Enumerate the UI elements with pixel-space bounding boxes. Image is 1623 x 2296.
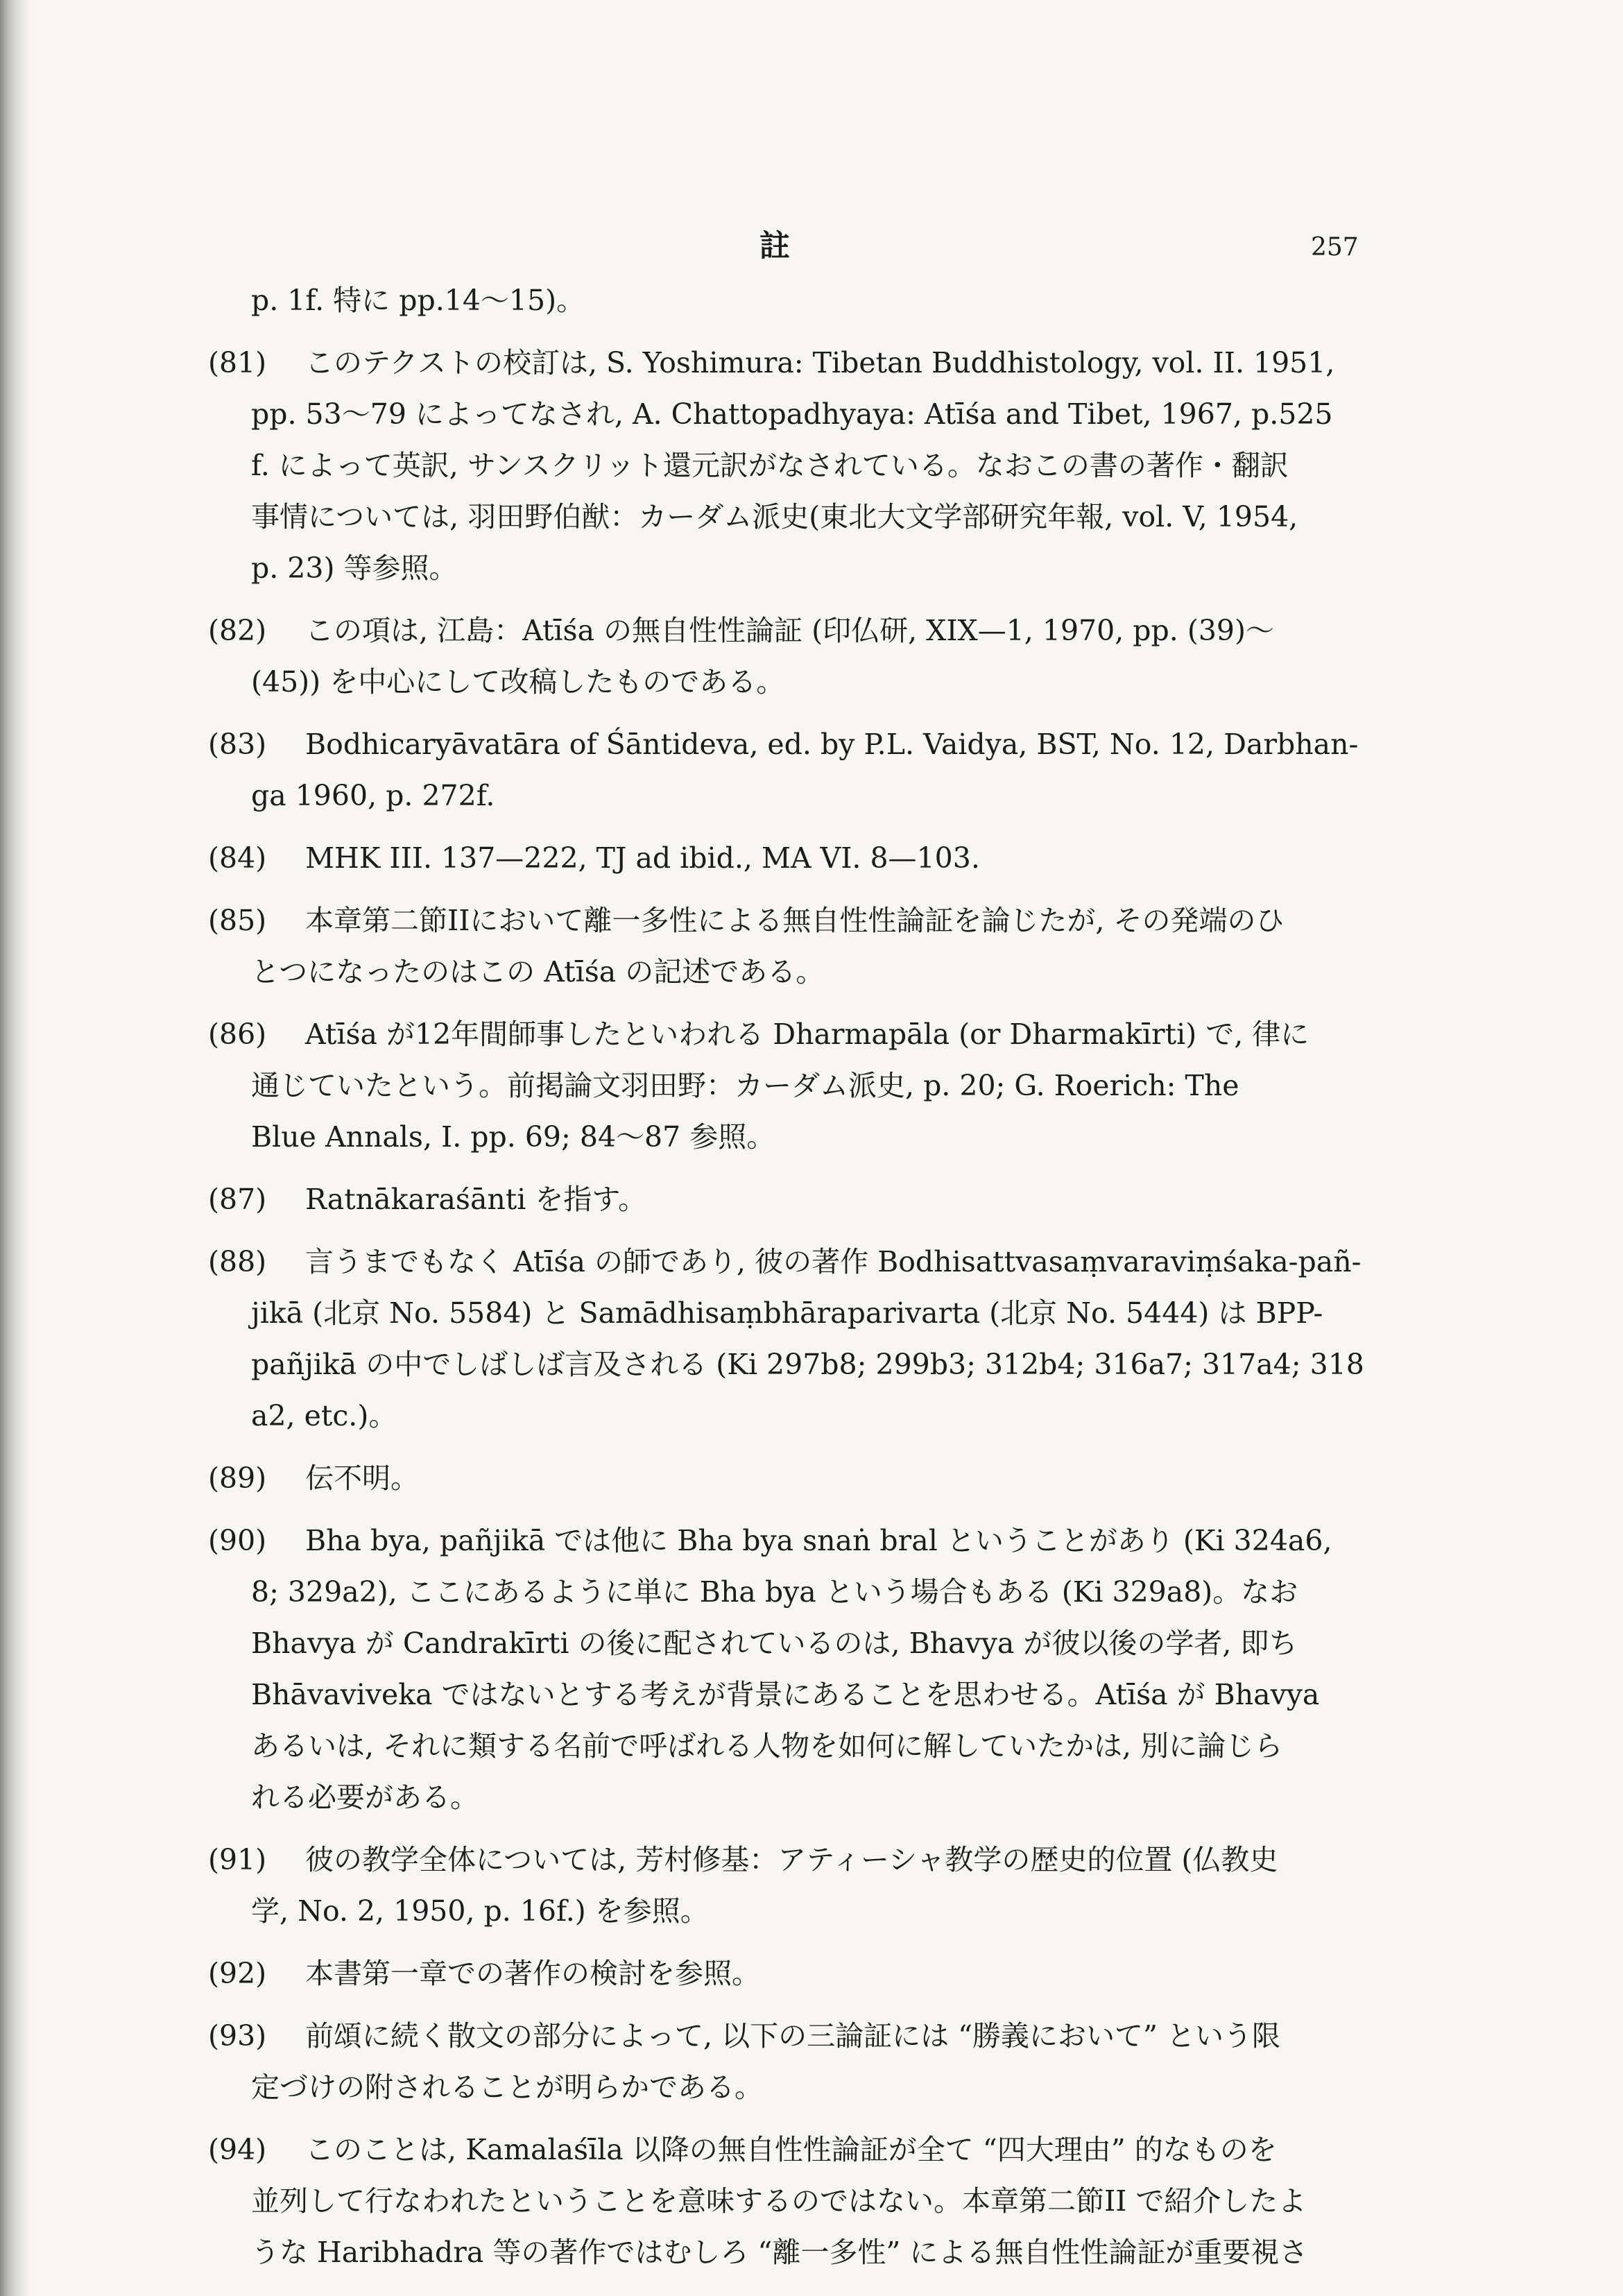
note-text: 事情については, 羽田野伯猷：カーダム派史(東北大文学部研究年報, vol. V, 1954, [251,500,1298,533]
note-text: Blue Annals, I. pp. 69; 84～87 参照。 [251,1120,775,1154]
note-text: a2, etc.)。 [251,1399,397,1432]
note-line [208,1236,1401,1287]
note-number: (88) [208,1245,267,1278]
note-number: (83) [208,728,267,761]
note-line [208,1515,1401,1566]
note-text: p. 1f. 特に pp.14～15)。 [251,284,585,317]
note-gap [208,1163,1401,1174]
note-number: (89) [208,1462,267,1495]
note-line [208,2124,1401,2175]
note-line [208,1287,1401,1339]
note-number: (85) [208,904,267,937]
note-text: Atīśa が12年間師事したといわれる Dharmapāla (or Dharmakīrti) で, 律に [305,1018,1309,1051]
page-number: 257 [1311,233,1359,262]
note-text: ga 1960, p. 272f. [251,779,495,812]
note-number: (87) [208,1183,267,1216]
note-text: 伝不明。 [305,1462,419,1495]
notes-list [208,275,1401,2289]
note-gap [208,326,1401,337]
note-text: れる必要がある。 [251,1781,479,1814]
note-gap [208,1225,1401,1236]
note-gap [208,1823,1401,1834]
note-number: (92) [208,1957,267,1990]
note-line [208,895,1401,946]
note-line [208,1339,1401,1390]
note-gap [208,708,1401,719]
note-text: うな Haribhadra 等の著作ではむしろ “離一多性” による無自性性論証が重要視さ [251,2236,1308,2269]
note-line [208,275,1401,326]
note-line [208,388,1401,440]
note-gap [208,594,1401,605]
note-text: 言うまでもなく Atīśa の師であり, 彼の著作 Bodhisattvasaṃvaraviṃśaka-pañ- [305,1245,1362,1278]
note-text: MHK III. 137—222, TJ ad ibid., MA VI. 8—103. [305,841,980,875]
note-line [208,1618,1401,1669]
note-line [208,770,1401,821]
note-gap [208,821,1401,832]
note-text: このことは, Kamalaśīla 以降の無自性性論証が全て “四大理由” 的なものを [305,2133,1277,2166]
note-text: (45)) を中心にして改稿したものである。 [251,665,785,699]
note-line [208,491,1401,542]
note-gap [208,2278,1401,2289]
note-text: 彼の教学全体については, 芳村修基：アティーシャ教学の歴史的位置 (仏教史 [305,1843,1278,1876]
note-text: pp. 53～79 によってなされ, A. Chattopadhyaya: Atīśa and Tibet, 1967, p.525 [251,397,1333,431]
note-text: 定づけの附されることが明らかである。 [251,2071,763,2104]
note-line [208,832,1401,884]
scan-binding-shadow [0,0,31,2296]
note-line [208,1948,1401,1999]
note-gap [208,997,1401,1009]
note-number: (84) [208,841,267,875]
note-line [208,1834,1401,1885]
note-line [208,2010,1401,2062]
note-line [208,1453,1401,1504]
note-gap [208,1999,1401,2010]
note-line [208,605,1401,656]
note-gap [208,1504,1401,1515]
note-text: Bhavya が Candrakīrti の後に配されているのは, Bhavya が彼以後の学者, 即ち [251,1627,1298,1660]
note-text: p. 23) 等参照。 [251,551,458,585]
note-gap [208,1937,1401,1948]
note-gap [208,884,1401,895]
note-text: このテクストの校訂は, S. Yoshimura: Tibetan Buddhistology, vol. II. 1951, [305,346,1335,379]
note-line [208,719,1401,770]
note-number: (82) [208,614,267,647]
note-line [208,1885,1401,1937]
note-text: 本章第二節IIにおいて離一多性による無自性性論証を論じたが, その発端のひ [305,904,1285,937]
note-line [208,2062,1401,2113]
note-text: この項は, 江島：Atīśa の無自性性論証 (印仏研, XIX—1, 1970, pp. (39)～ [305,614,1275,647]
note-number: (91) [208,1843,267,1876]
note-text: 前頌に続く散文の部分によって, 以下の三論証には “勝義において” という限 [305,2019,1281,2053]
note-line [208,1111,1401,1163]
note-gap [208,1441,1401,1453]
note-text: 学, No. 2, 1950, p. 16f.) を参照。 [251,1894,709,1928]
note-text: とつになったのはこの Atīśa の記述である。 [251,955,825,988]
note-number: (81) [208,346,267,379]
note-text: pañjikā の中でしばしば言及される (Ki 297b8; 299b3; 312b4; 316a7; 317a4; 318 [251,1348,1364,1381]
note-text: 8; 329a2), ここにあるように単に Bha bya という場合もある (Ki 329a8)。なお [251,1575,1298,1609]
note-number: (93) [208,2019,267,2053]
note-line [208,1060,1401,1111]
note-line [208,1720,1401,1772]
note-text: あるいは, それに類する名前で呼ばれる人物を如何に解していたかは, 別に論じら [251,1729,1283,1763]
page-title: 註 [759,228,791,264]
note-line [208,1669,1401,1720]
note-text: 通じていたという。前掲論文羽田野：カーダム派史, p. 20; G. Roerich: The [251,1069,1239,1102]
note-text: Bha bya, pañjikā では他に Bha bya snaṅ bral ということがあり (Ki 324a6, [305,1524,1332,1557]
note-number: (86) [208,1018,267,1051]
note-text: Bodhicaryāvatāra of Śāntideva, ed. by P.L. Vaidya, BST, No. 12, Darbhan- [305,728,1359,761]
note-line [208,1772,1401,1823]
note-gap [208,2113,1401,2124]
note-line [208,1566,1401,1618]
note-line [208,2175,1401,2227]
note-line [208,337,1401,388]
note-text: f. によって英訳, サンスクリット還元訳がなされている。なおこの書の著作・翻訳 [251,449,1289,482]
note-text: Ratnākaraśānti を指す。 [305,1183,647,1216]
note-text: 本書第一章での著作の検討を参照。 [305,1957,760,1990]
note-line [208,2227,1401,2278]
note-number: (94) [208,2133,267,2166]
note-line [208,1390,1401,1441]
note-text: 並列して行なわれたということを意味するのではない。本章第二節II で紹介したよ [251,2184,1307,2218]
note-text: jikā (北京 No. 5584) と Samādhisaṃbhāraparivarta (北京 No. 5444) は BPP- [251,1296,1323,1330]
note-line [208,656,1401,708]
note-line [208,542,1401,594]
note-line [208,1174,1401,1225]
note-line [208,1009,1401,1060]
note-line [208,946,1401,997]
note-text: Bhāvaviveka ではないとする考えが背景にあることを思わせる。Atīśa が Bhavya [251,1678,1320,1711]
note-number: (90) [208,1524,267,1557]
note-line [208,440,1401,491]
